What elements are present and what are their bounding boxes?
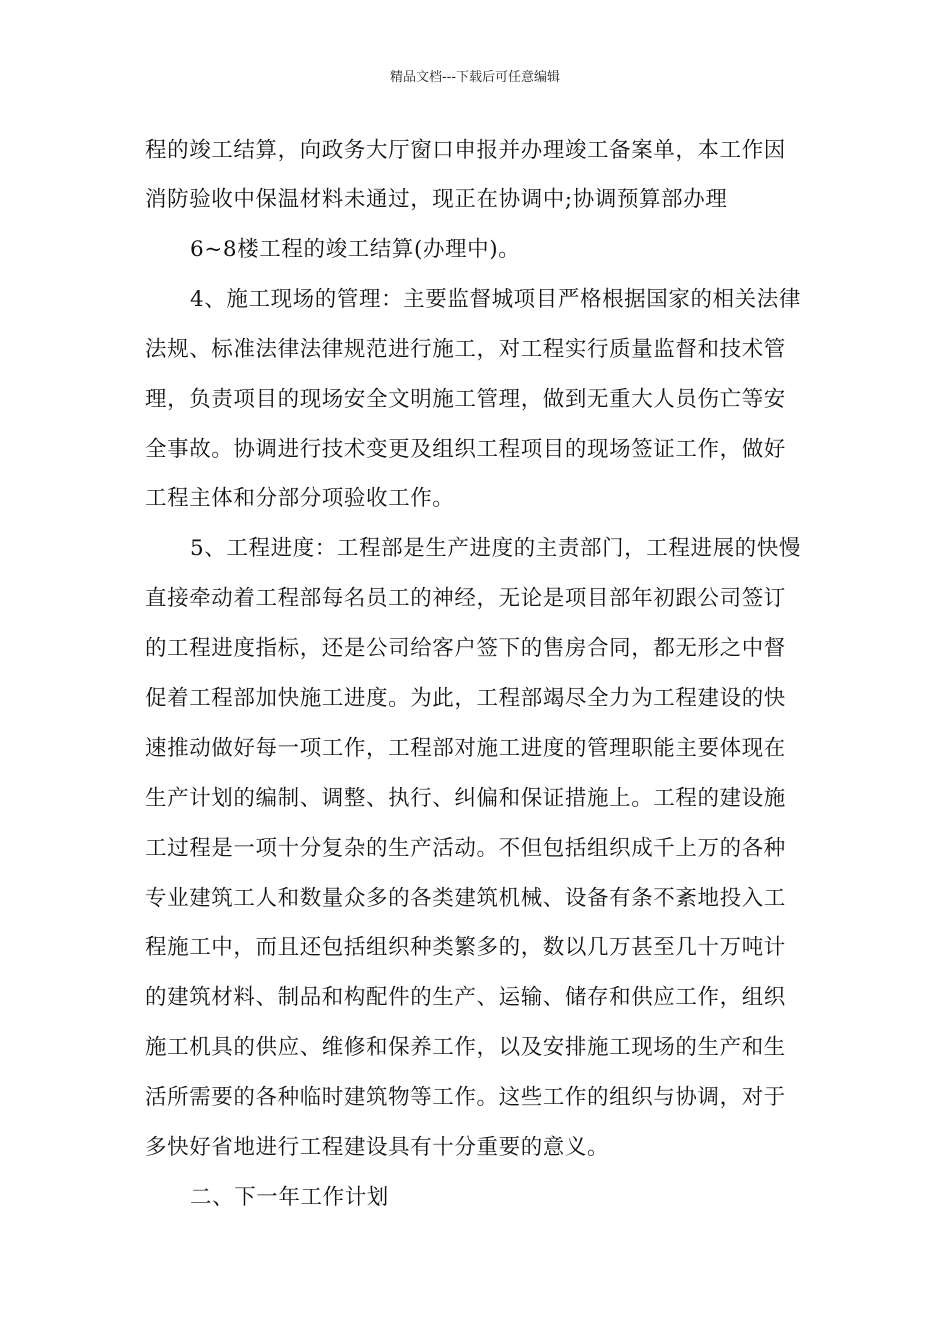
body-line: 直接牵动着工程部每名员工的神经，无论是项目部年初跟公司签订 — [145, 586, 786, 611]
body-line: 法规、标准法律法律规范进行施工，对工程实行质量监督和技术管 — [145, 337, 786, 362]
body-line: 促着工程部加快施工进度。为此，工程部竭尽全力为工程建设的快 — [145, 686, 786, 711]
body-line: 工程主体和分部分项验收工作。 — [145, 486, 455, 511]
section-heading: 二、下一年工作计划 — [190, 1185, 389, 1210]
body-line: 的工程进度指标，还是公司给客户签下的售房合同，都无形之中督 — [145, 636, 786, 661]
body-line: 工过程是一项十分复杂的生产活动。不但包括组织成千上万的各种 — [145, 836, 786, 861]
body-line: 速推动做好每一项工作，工程部对施工进度的管理职能主要体现在 — [145, 736, 786, 761]
body-line: 的建筑材料、制品和构配件的生产、运输、储存和供应工作，组织 — [145, 985, 786, 1010]
body-line: 专业建筑工人和数量众多的各类建筑机械、设备有条不紊地投入工 — [145, 886, 786, 911]
page-header: 精品文档---下载后可任意编辑 — [389, 70, 561, 85]
body-line: 消防验收中保温材料未通过，现正在协调中;协调预算部办理 — [145, 187, 728, 212]
body-line: 生产计划的编制、调整、执行、纠偏和保证措施上。工程的建设施 — [145, 786, 786, 811]
body-line: 全事故。协调进行技术变更及组织工程项目的现场签证工作，做好 — [145, 437, 786, 462]
body-line: 4、施工现场的管理：主要监督城项目严格根据国家的相关法律 — [190, 287, 801, 312]
body-line: 程的竣工结算，向政务大厅窗口申报并办理竣工备案单，本工作因 — [145, 138, 786, 163]
body-line: 6~8楼工程的竣工结算(办理中)。 — [190, 237, 521, 262]
body-line: 程施工中，而且还包括组织种类繁多的，数以几万甚至几十万吨计 — [145, 935, 786, 960]
body-line: 5、工程进度：工程部是生产进度的主责部门，工程进展的快慢 — [190, 536, 801, 561]
body-line: 多快好省地进行工程建设具有十分重要的意义。 — [145, 1135, 610, 1160]
body-line: 施工机具的供应、维修和保养工作，以及安排施工现场的生产和生 — [145, 1035, 786, 1060]
body-line: 活所需要的各种临时建筑物等工作。这些工作的组织与协调，对于 — [145, 1085, 786, 1110]
body-line: 理，负责项目的现场安全文明施工管理，做到无重大人员伤亡等安 — [145, 387, 786, 412]
